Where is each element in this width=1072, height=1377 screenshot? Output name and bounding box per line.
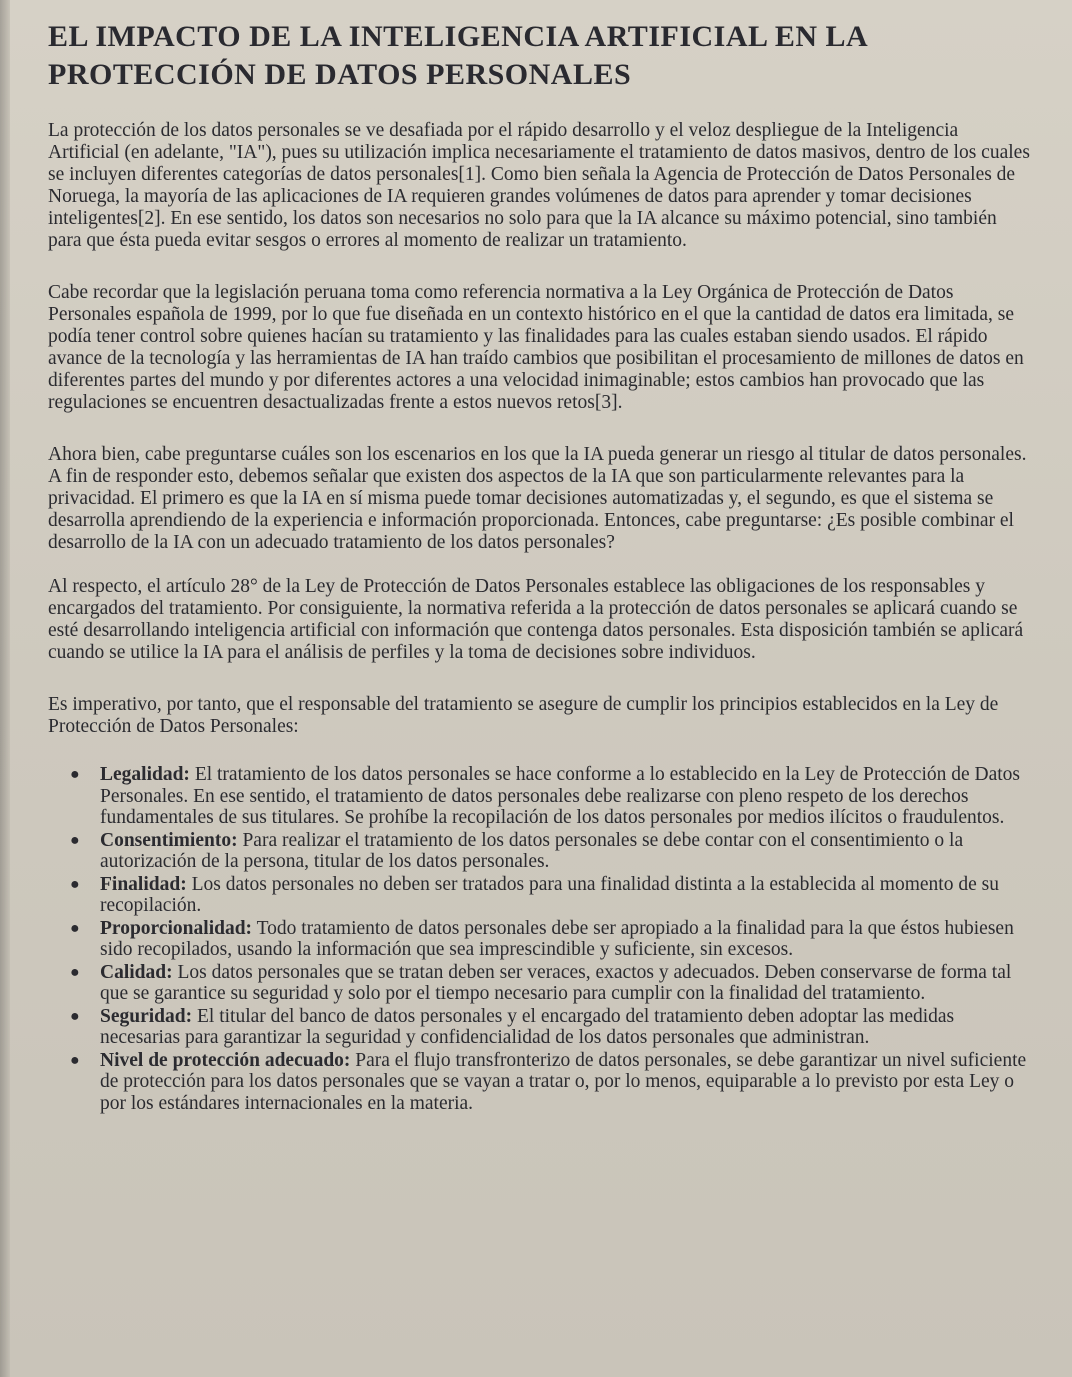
principle-seguridad xyxy=(70,1005,1032,1049)
bullet-icon: ● xyxy=(70,831,80,849)
principle-proporcionalidad xyxy=(70,917,1032,961)
page-edge-shadow xyxy=(0,0,10,1377)
principle-text: Los datos personales no deben ser tratados para una finalidad distinta a la establecida al momento de su recopilación. xyxy=(100,873,999,916)
bullet-icon: ● xyxy=(70,919,80,937)
bullet-icon: ● xyxy=(70,963,80,981)
paragraph-intro: La protección de los datos personales se ve desafiada por el rápido desarrollo y el veloz despliegue de la Inteligencia Artificial (en adelante, "IA"), pues su utilización implica necesariamente el tratamiento de datos masivos, dentro de los cuales se incluyen diferentes categorías de datos personales[1]. Como bien señala la Agencia de Protección de Datos Personales de Noruega, la mayoría de las aplicaciones de IA requieren grandes volúmenes de datos para aprender y tomar decisiones inteligentes[2]. En ese sentido, los datos son necesarios no solo para que la IA alcance su máximo potencial, sino también para que ésta pueda evitar sesgos o errores al momento de realizar un tratamiento. xyxy=(48,120,1030,251)
principle-consentimiento xyxy=(70,829,1032,873)
principle-calidad xyxy=(70,961,1032,1005)
principle-text: Para realizar el tratamiento de los datos personales se debe contar con el consentimiento o la autorización de la persona, titular de los datos personales. xyxy=(100,829,964,872)
principle-nivel-proteccion xyxy=(70,1049,1032,1115)
principle-text: El titular del banco de datos personales y el encargado del tratamiento deben adoptar las medidas necesarias para garantizar la seguridad y confidencialidad de los datos personales que administran. xyxy=(100,1005,955,1048)
bullet-icon: ● xyxy=(70,1007,80,1025)
paragraph-principles-intro: Es imperativo, por tanto, que el responsable del tratamiento se asegure de cumplir los principios establecidos en la Ley de Protección de Datos Personales: xyxy=(48,694,999,737)
principle-finalidad xyxy=(70,873,1032,917)
principle-term: Proporcionalidad: xyxy=(100,917,253,939)
bullet-icon: ● xyxy=(70,875,80,893)
principle-term: Legalidad: xyxy=(100,764,190,785)
principle-term: Calidad: xyxy=(100,961,173,983)
principle-text: Para el flujo transfronterizo de datos personales, se debe garantizar un nivel suficiente de protección para los datos personales que se vayan a tratar o, por lo menos, equiparable a lo previsto por esta Ley o por los estándares internacionales en la materia. xyxy=(100,1049,1027,1114)
bullet-icon: ● xyxy=(70,1051,80,1069)
principles-list xyxy=(48,764,1032,1114)
principle-term: Seguridad: xyxy=(100,1005,193,1027)
principle-text: Todo tratamiento de datos personales debe ser apropiado a la finalidad para la que éstos hubiesen sido recopilados, usando la información que sea imprescindible y suficiente, sin excesos. xyxy=(100,917,1014,960)
principle-legalidad xyxy=(70,764,1032,829)
paragraph-legislation: Cabe recordar que la legislación peruana toma como referencia normativa a la Ley Orgánica de Protección de Datos Personales española de 1999, por lo que fue diseñada en un contexto histórico en el que la cantidad de datos era limitada, se podía tener control sobre quienes hacían su tratamiento y las finalidades para las cuales estaban siendo usados. El rápido avance de la tecnología y las herramientas de IA han traído cambios que posibilitan el procesamiento de millones de datos en diferentes partes del mundo y por diferentes actores a una velocidad inimaginable; estos cambios han provocado que las regulaciones se encuentren desactualizadas frente a estos nuevos retos[3]. xyxy=(48,282,1024,413)
principle-text: Los datos personales que se tratan deben ser veraces, exactos y adecuados. Deben conservarse de forma tal que se garantice su seguridad y solo por el tiempo necesario para cumplir con la finalidad del tratamiento. xyxy=(100,961,1012,1004)
paragraph-article-28: Al respecto, el artículo 28° de la Ley de Protección de Datos Personales establece las obligaciones de los responsables y encargados del tratamiento. Por consiguiente, la normativa referida a la protección de datos personales se aplicará cuando se esté desarrollando inteligencia artificial con información que contenga datos personales. Esta disposición también se aplicará cuando se utilice la IA para el análisis de perfiles y la toma de decisiones sobre individuos. xyxy=(48,576,1024,663)
principle-term: Nivel de protección adecuado: xyxy=(100,1049,351,1071)
principle-term: Finalidad: xyxy=(100,873,187,895)
principle-text: El tratamiento de los datos personales se hace conforme a lo establecido en la Ley de Protección de Datos Personales. En ese sentido, el tratamiento de datos personales debe realizarse con pleno respeto de los derechos fundamentales de sus titulares. Se prohíbe la recopilación de los datos personales por medios ilícitos o fraudulentos. xyxy=(100,764,1021,828)
principle-term: Consentimiento: xyxy=(100,829,238,851)
bullet-icon: ● xyxy=(70,766,80,783)
paragraph-risks: Ahora bien, cabe preguntarse cuáles son los escenarios en los que la IA pueda generar un riesgo al titular de datos personales. A fin de responder esto, debemos señalar que existen dos aspectos de la IA que son particularmente relevantes para la privacidad. El primero es que la IA en sí misma puede tomar decisiones automatizadas y, el segundo, es que el sistema se desarrolla aprendiendo de la experiencia e información proporcionada. Entonces, cabe preguntarse: ¿Es posible combinar el desarrollo de la IA con un adecuado tratamiento de los datos personales? xyxy=(48,444,1027,553)
page-title: EL IMPACTO DE LA INTELIGENCIA ARTIFICIAL EN LA PROTECCIÓN DE DATOS PERSONALES xyxy=(48,20,867,91)
